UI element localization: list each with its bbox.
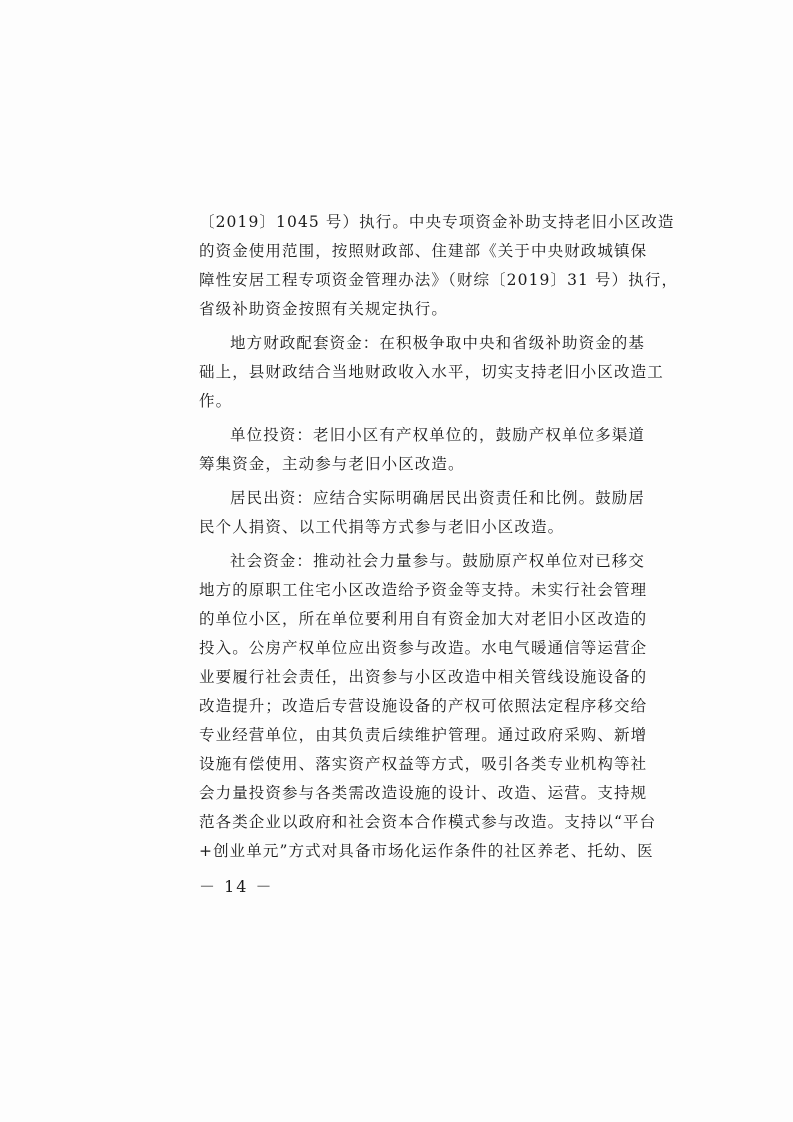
text-line: 的单位小区，所在单位要利用自有资金加大对老旧小区改造的 <box>199 610 648 628</box>
text-line: 社会资金：推动社会力量参与。鼓励原产权单位对已移交 <box>230 552 646 570</box>
paragraph-local-finance-funds <box>199 329 664 416</box>
text-line: 会力量投资参与各类需改造设施的设计、改造、运营。支持规 <box>199 784 648 802</box>
text-line: 障性安居工程专项资金管理办法》（财综〔2019〕31 号）执行， <box>199 271 679 289</box>
paragraph-unit-investment <box>199 421 646 479</box>
text-line: 民个人捐资、以工代捐等方式参与老旧小区改造。 <box>199 518 565 536</box>
page-number: － 14 － <box>199 877 274 896</box>
text-line: 筹集资金，主动参与老旧小区改造。 <box>199 455 465 473</box>
text-line: 投入。公房产权单位应出资参与改造。水电气暖通信等运营企 <box>199 639 648 657</box>
paragraph-resident-contribution <box>199 484 646 542</box>
text-line: 单位投资：老旧小区有产权单位的，鼓励产权单位多渠道 <box>230 426 646 444</box>
text-line: 省级补助资金按照有关规定执行。 <box>199 300 449 318</box>
text-line: 〔2019〕1045 号）执行。中央专项资金补助支持老旧小区改造 <box>199 213 675 231</box>
document-body <box>199 208 679 866</box>
text-line: 础上，县财政结合当地财政收入水平，切实支持老旧小区改造工 <box>199 363 664 381</box>
text-line: 的资金使用范围，按照财政部、住建部《关于中央财政城镇保 <box>199 242 648 260</box>
text-line: 改造提升；改造后专营设施设备的产权可依照法定程序移交给 <box>199 697 648 715</box>
paragraph-fund-usage-continuation <box>199 208 679 324</box>
text-line: 居民出资：应结合实际明确居民出资责任和比例。鼓励居 <box>230 489 646 507</box>
text-line: 业要履行社会责任，出资参与小区改造中相关管线设施设备的 <box>199 668 648 686</box>
text-line: 专业经营单位，由其负责后续维护管理。通过政府采购、新增 <box>199 726 648 744</box>
text-line: 范各类企业以政府和社会资本合作模式参与改造。支持以“平台 <box>199 813 657 831</box>
paragraph-social-funds <box>199 547 657 866</box>
text-line: +创业单元”方式对具备市场化运作条件的社区养老、托幼、医 <box>199 842 654 860</box>
text-line: 地方的原职工住宅小区改造给予资金等支持。未实行社会管理 <box>199 581 648 599</box>
text-line: 设施有偿使用、落实资产权益等方式，吸引各类专业机构等社 <box>199 755 648 773</box>
text-line: 作。 <box>199 392 233 410</box>
text-line: 地方财政配套资金：在积极争取中央和省级补助资金的基 <box>230 334 646 352</box>
